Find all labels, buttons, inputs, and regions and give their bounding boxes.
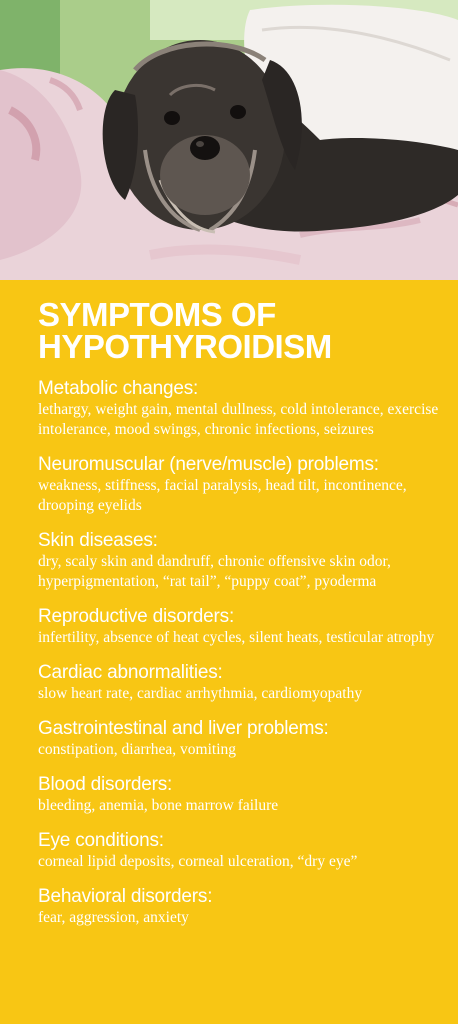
- section-body: lethargy, weight gain, mental dullness, cold intolerance, exercise intolerance, mood swings, chronic infections, seizures: [38, 401, 439, 438]
- symptom-section-skin: [38, 530, 448, 592]
- symptom-section-blood: [38, 774, 448, 816]
- title-line-2: HYPOTHYROIDISM: [38, 328, 332, 365]
- section-heading: Cardiac abnormalities:: [38, 662, 223, 683]
- symptom-section-eye: [38, 830, 448, 872]
- section-body: infertility, absence of heat cycles, silent heats, testicular atrophy: [38, 629, 435, 646]
- section-heading: Metabolic changes:: [38, 378, 199, 399]
- section-body: slow heart rate, cardiac arrhythmia, cardiomyopathy: [38, 685, 363, 702]
- section-body: fear, aggression, anxiety: [38, 909, 189, 926]
- symptom-section-behavioral: [38, 886, 448, 928]
- symptom-section-reproductive: [38, 606, 448, 648]
- title-line-1: SYMPTOMS OF: [38, 296, 276, 333]
- section-heading: Eye conditions:: [38, 830, 164, 851]
- section-body: weakness, stiffness, facial paralysis, head tilt, incontinence, drooping eyelids: [38, 477, 407, 514]
- symptom-section-gastrointestinal: [38, 718, 448, 760]
- section-body: constipation, diarrhea, vomiting: [38, 741, 237, 758]
- section-heading: Gastrointestinal and liver problems:: [38, 718, 329, 739]
- section-body: bleeding, anemia, bone marrow failure: [38, 797, 279, 814]
- symptom-section-metabolic: [38, 378, 448, 440]
- section-heading: Blood disorders:: [38, 774, 173, 795]
- section-heading: Behavioral disorders:: [38, 886, 213, 907]
- symptom-list: [38, 378, 448, 942]
- symptoms-panel: [0, 280, 458, 1024]
- symptom-section-cardiac: [38, 662, 448, 704]
- dog-photo: [0, 0, 458, 280]
- section-heading: Skin diseases:: [38, 530, 158, 551]
- section-heading: Reproductive disorders:: [38, 606, 235, 627]
- section-heading: Neuromuscular (nerve/muscle) problems:: [38, 454, 379, 475]
- section-body: corneal lipid deposits, corneal ulceration, “dry eye”: [38, 853, 358, 870]
- page-title: [38, 296, 438, 365]
- symptom-section-neuromuscular: [38, 454, 448, 516]
- section-body: dry, scaly skin and dandruff, chronic offensive skin odor, hyperpigmentation, “rat tail”, “puppy coat”, pyoderma: [38, 553, 391, 590]
